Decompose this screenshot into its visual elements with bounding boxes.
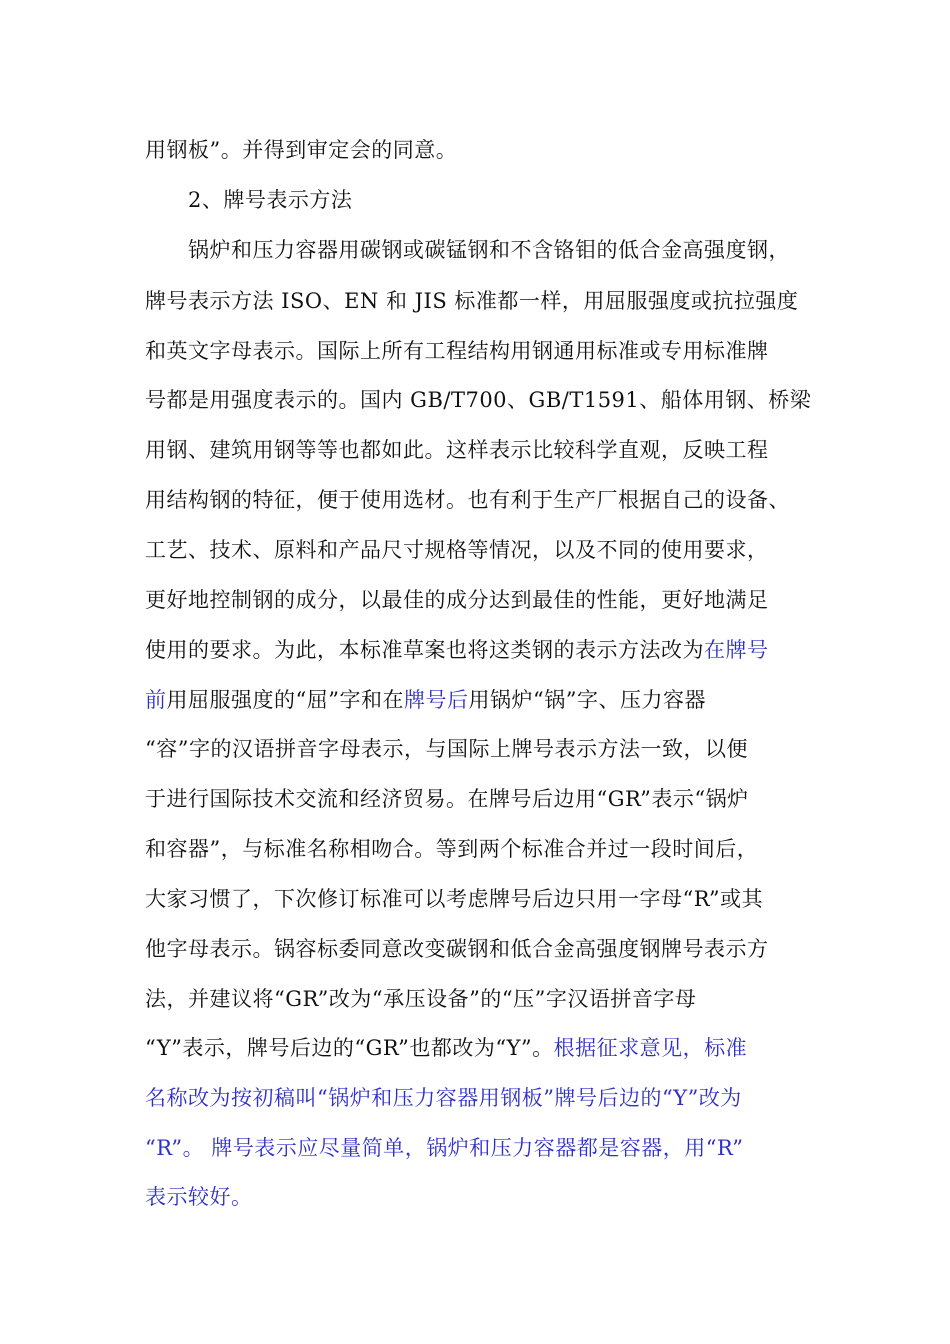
text-line (145, 1133, 743, 1163)
text-line (145, 834, 758, 864)
highlighted-text: 根据征求意见，标准 (553, 1036, 748, 1060)
text-segment: 锅炉和压力容器用碳钢或碳锰钢和不含铬钼的低合金高强度钢， (188, 238, 790, 262)
text-segment: 用屈服强度的“屈”字和在 (166, 688, 404, 712)
section-heading (188, 185, 352, 215)
text-segment: 牌号表示方法 ISO、EN 和 JIS 标准都一样，用屈服强度或抗拉强度 (145, 289, 799, 313)
highlighted-text: 在牌号 (704, 638, 769, 662)
text-line (145, 435, 769, 465)
text-line (145, 286, 798, 316)
text-line (188, 235, 790, 265)
text-segment: 他字母表示。锅容标委同意改变碳钢和低合金高强度钢牌号表示方 (145, 937, 769, 961)
text-line (145, 934, 769, 964)
text-line (145, 336, 769, 366)
text-line (145, 685, 706, 715)
text-segment: 用锅炉“锅”字、压力容器 (468, 688, 706, 712)
highlighted-text: 表示较好。 (145, 1185, 253, 1209)
highlighted-text: 名称改为按初稿叫“锅炉和压力容器用钢板”牌号后边的“Y”改为 (145, 1086, 742, 1110)
highlighted-text: 牌号后 (403, 688, 469, 712)
text-segment: 工艺、技术、原料和产品尺寸规格等情况，以及不同的使用要求， (145, 538, 769, 562)
text-line (145, 784, 749, 814)
text-line (145, 884, 763, 914)
text-segment: 和容器”，与标准名称相吻合。等到两个标准合并过一段时间后， (145, 837, 759, 861)
text-segment: 和英文字母表示。国际上所有工程结构用钢通用标准或专用标准牌 (145, 339, 769, 363)
text-segment: 于进行国际技术交流和经济贸易。在牌号后边用“GR”表示“锅炉 (145, 787, 749, 811)
text-segment: 更好地控制钢的成分，以最佳的成分达到最佳的性能，更好地满足 (145, 588, 769, 612)
text-segment: 用钢板”。并得到审定会的同意。 (145, 138, 458, 162)
text-line (145, 1033, 747, 1063)
text-segment: 用钢、建筑用钢等等也都如此。这样表示比较科学直观，反映工程 (145, 438, 769, 462)
text-segment: 大家习惯了，下次修订标准可以考虑牌号后边只用一字母“R”或其 (145, 887, 764, 911)
text-segment: 号都是用强度表示的。国内 GB/T700、GB/T1591、船体用钢、桥梁 (145, 388, 812, 412)
highlighted-text: “R”。 牌号表示应尽量简单，锅炉和压力容器都是容器，用“R” (145, 1136, 744, 1160)
text-line (145, 135, 457, 165)
text-line (145, 385, 811, 415)
text-segment: 法，并建议将“GR”改为“承压设备”的“压”字汉语拼音字母 (145, 987, 697, 1011)
text-segment: 2、牌号表示方法 (188, 188, 353, 212)
highlighted-text: 前 (145, 688, 167, 712)
text-line (145, 1182, 253, 1212)
text-line (145, 535, 769, 565)
text-line (145, 734, 748, 764)
text-segment: “容”字的汉语拼音字母表示，与国际上牌号表示方法一致，以便 (145, 737, 748, 761)
text-segment: “Y”表示，牌号后边的“GR”也都改为“Y”。 (145, 1036, 554, 1060)
text-segment: 使用的要求。为此，本标准草案也将这类钢的表示方法改为 (145, 638, 704, 662)
text-segment: 用结构钢的特征，便于使用选材。也有利于生产厂根据自己的设备、 (145, 488, 790, 512)
text-line (145, 1083, 742, 1113)
text-line (145, 635, 769, 665)
text-line (145, 585, 769, 615)
text-line (145, 984, 696, 1014)
text-line (145, 485, 790, 515)
